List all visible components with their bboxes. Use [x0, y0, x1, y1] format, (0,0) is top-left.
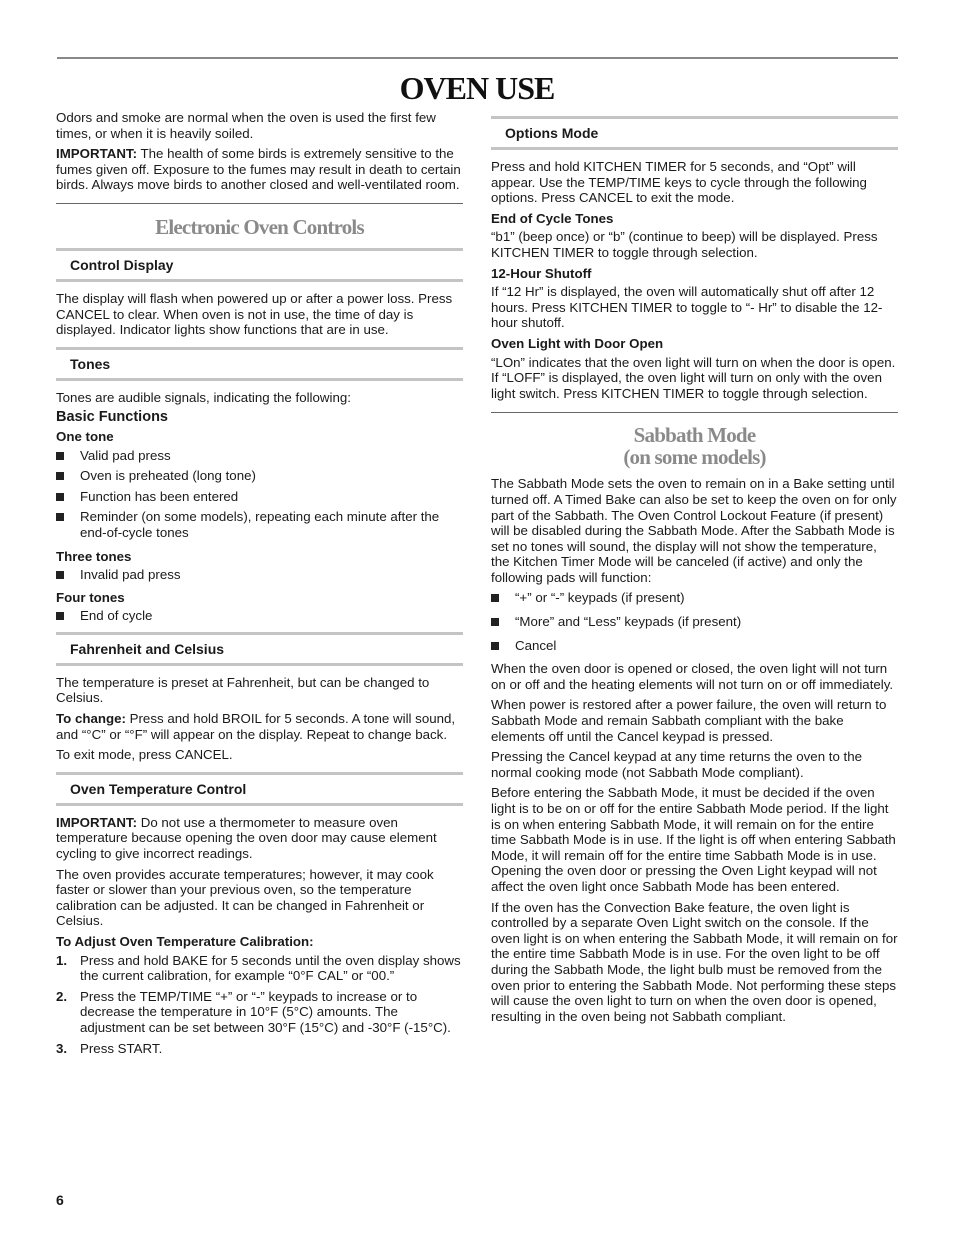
step-text: Press START.: [80, 1040, 163, 1056]
to-change-paragraph: [56, 711, 463, 742]
thermometer-important-paragraph: [56, 815, 463, 862]
section-title-sabbath-mode: [491, 424, 898, 468]
step-text: Press and hold BAKE for 5 seconds until the oven display shows the current calibration, for example “0°F CAL” or “00.”: [80, 952, 461, 984]
one-tone-label: One tone: [56, 428, 114, 444]
heading-options-mode: Options Mode: [491, 116, 898, 150]
list-item: Cancel: [491, 638, 898, 654]
sabbath-paragraph: If the oven has the Convection Bake feature, the oven light is controlled by a separate Oven Light switch on the console. If the oven light is on when entering the Sabbath Mode, it will remain on for the entire time Sabbath Mode is in use. For the oven light to be off during the Sabbath Mode, the light bulb must be removed from the oven prior to entering the Sabbath Mode. Not performing these steps will cause the oven light to turn on when the oven door is opened, resulting in the oven being not Sabbath compliant.: [491, 899, 898, 1024]
step-number: 1.: [56, 952, 68, 968]
list-item: Function has been entered: [56, 489, 463, 505]
section-title-electronic-controls: Electronic Oven Controls: [155, 214, 364, 239]
adjust-calibration-label: To Adjust Oven Temperature Calibration:: [56, 934, 314, 949]
list-item: “More” and “Less” keypads (if present): [491, 614, 898, 630]
shutoff-label: 12-Hour Shutoff: [491, 265, 592, 281]
step-item: [56, 953, 463, 984]
basic-functions-label: Basic Functions: [56, 409, 168, 426]
sabbath-title-line1: Sabbath Mode: [633, 423, 756, 448]
list-item: End of cycle: [56, 608, 463, 624]
three-tones-label: Three tones: [56, 548, 132, 564]
list-item: Oven is preheated (long tone): [56, 468, 463, 484]
sabbath-pad-list: [491, 590, 898, 653]
step-number: 2.: [56, 988, 68, 1004]
options-text: Press and hold KITCHEN TIMER for 5 seconds, and “Opt” will appear. Use the TEMP/TIME keys to cycle through the following options. Press CANCEL to exit the mode.: [491, 159, 867, 206]
top-rule: [57, 57, 898, 59]
oven-light-text: “LOn” indicates that the oven light will turn on when the door is open. If “LOFF” is displayed, the oven light will turn on only with the oven light switch. Press KITCHEN TIMER to toggle through selection.: [491, 354, 896, 401]
important-label: IMPORTANT:: [56, 814, 138, 830]
list-item: Valid pad press: [56, 448, 463, 464]
exit-mode-text: To exit mode, press CANCEL.: [56, 747, 233, 763]
sabbath-paragraph: Pressing the Cancel keypad at any time returns the oven to the normal cooking mode (not Sabbath Mode compliant).: [491, 749, 863, 780]
sabbath-intro: The Sabbath Mode sets the oven to remain on in a Bake setting until turned off. A Timed Bake can also be set to keep the oven on for only part of the Sabbath. The Oven Control Lockout Feature (if present) will be disabled during the Sabbath Mode. After the Sabbath Mode is set no tones will sound, the display will not show the temperature, the Kitchen Timer Mode will be canceled (if active) and only the following pads will function:: [491, 476, 897, 585]
oven-light-label: Oven Light with Door Open: [491, 335, 664, 351]
to-change-text: Press and hold BROIL for 5 seconds. A tone will sound, and “°C” or “°F” will appear on the display. Repeat to change back.: [56, 711, 456, 742]
important-text: The health of some birds is extremely sensitive to the fumes given off. Exposure to the fumes may result in death to certain birds. Always move birds to another closed and well-ventilated room.: [56, 146, 461, 193]
calibration-steps: [56, 953, 463, 1057]
to-change-label: To change:: [56, 711, 126, 727]
four-tones-list: [56, 608, 463, 624]
right-column: [491, 110, 898, 1029]
control-display-text: The display will flash when powered up or after a power loss. Press CANCEL to clear. When oven is not in use, the time of day is displayed. Indicator lights show functions that are in use.: [56, 290, 453, 338]
section-divider: [56, 203, 463, 204]
heading-control-display: Control Display: [56, 248, 463, 282]
calibration-text: The oven provides accurate temperatures; however, it may cook faster or slower than your previous oven, so the temperature calibration can be adjusted. It can be changed in Fahrenheit or Celsius.: [56, 866, 434, 929]
left-column: [56, 110, 463, 1061]
shutoff-text: If “12 Hr” is displayed, the oven will automatically shut off after 12 hours. Press KITCHEN TIMER to toggle to “- Hr” to disable the 12-hour shutoff.: [491, 284, 883, 331]
sabbath-paragraph: Before entering the Sabbath Mode, it must be decided if the oven light is to be on or off for the entire Sabbath Mode period. If the light is on when entering Sabbath Mode, it will remain on for the entire time Sabbath Mode is in use. If the light is off when entering Sabbath Mode, it will remain off for the entire time Sabbath Mode is in use. Opening the oven door or pressing the Oven Light keypad will not affect the oven light once Sabbath Mode has been entered.: [491, 785, 896, 894]
intro-paragraph: Odors and smoke are normal when the oven is used the first few times, or when it is heavily soiled.: [56, 110, 436, 141]
three-tones-list: [56, 567, 463, 583]
step-item: [56, 989, 463, 1036]
four-tones-label: Four tones: [56, 589, 125, 605]
list-item: Reminder (on some models), repeating each minute after the end-of-cycle tones: [56, 509, 463, 540]
sabbath-title-line2: (on some models): [623, 445, 766, 470]
list-item: Invalid pad press: [56, 567, 463, 583]
heading-oven-temperature-control: Oven Temperature Control: [56, 772, 463, 806]
sabbath-paragraph: When power is restored after a power failure, the oven will return to Sabbath Mode and remain Sabbath compliant with the bake elements off until the Cancel keypad is pressed.: [491, 697, 887, 744]
section-divider: [491, 412, 898, 413]
one-tone-list: [56, 448, 463, 541]
important-label: IMPORTANT:: [56, 146, 138, 162]
step-number: 3.: [56, 1040, 68, 1056]
birds-important-paragraph: [56, 146, 463, 193]
step-text: Press the TEMP/TIME “+” or “-” keypads to increase or to decrease the temperature in 10°F (5°C) amounts. The adjustment can be set between 30°F (15°C) and -30°F (-15°C).: [80, 988, 451, 1035]
fahrenheit-text: The temperature is preset at Fahrenheit, but can be changed to Celsius.: [56, 674, 430, 706]
page-number: 6: [56, 1192, 64, 1208]
tones-intro: Tones are audible signals, indicating the following:: [56, 389, 351, 405]
heading-fahrenheit-celsius: Fahrenheit and Celsius: [56, 632, 463, 666]
end-cycle-tones-text: “b1” (beep once) or “b” (continue to beep) will be displayed. Press KITCHEN TIMER to toggle through selection.: [491, 229, 878, 260]
heading-tones: Tones: [56, 347, 463, 381]
sabbath-paragraph: When the oven door is opened or closed, the oven light will not turn on or off and the heating elements will not turn on or off immediately.: [491, 661, 894, 692]
list-item: “+” or “-” keypads (if present): [491, 590, 898, 606]
step-item: [56, 1041, 463, 1057]
important-text: Do not use a thermometer to measure oven temperature because opening the oven door may cause element cycling to give incorrect readings.: [56, 814, 437, 862]
end-cycle-tones-label: End of Cycle Tones: [491, 210, 614, 226]
page-title: OVEN USE: [399, 70, 555, 106]
